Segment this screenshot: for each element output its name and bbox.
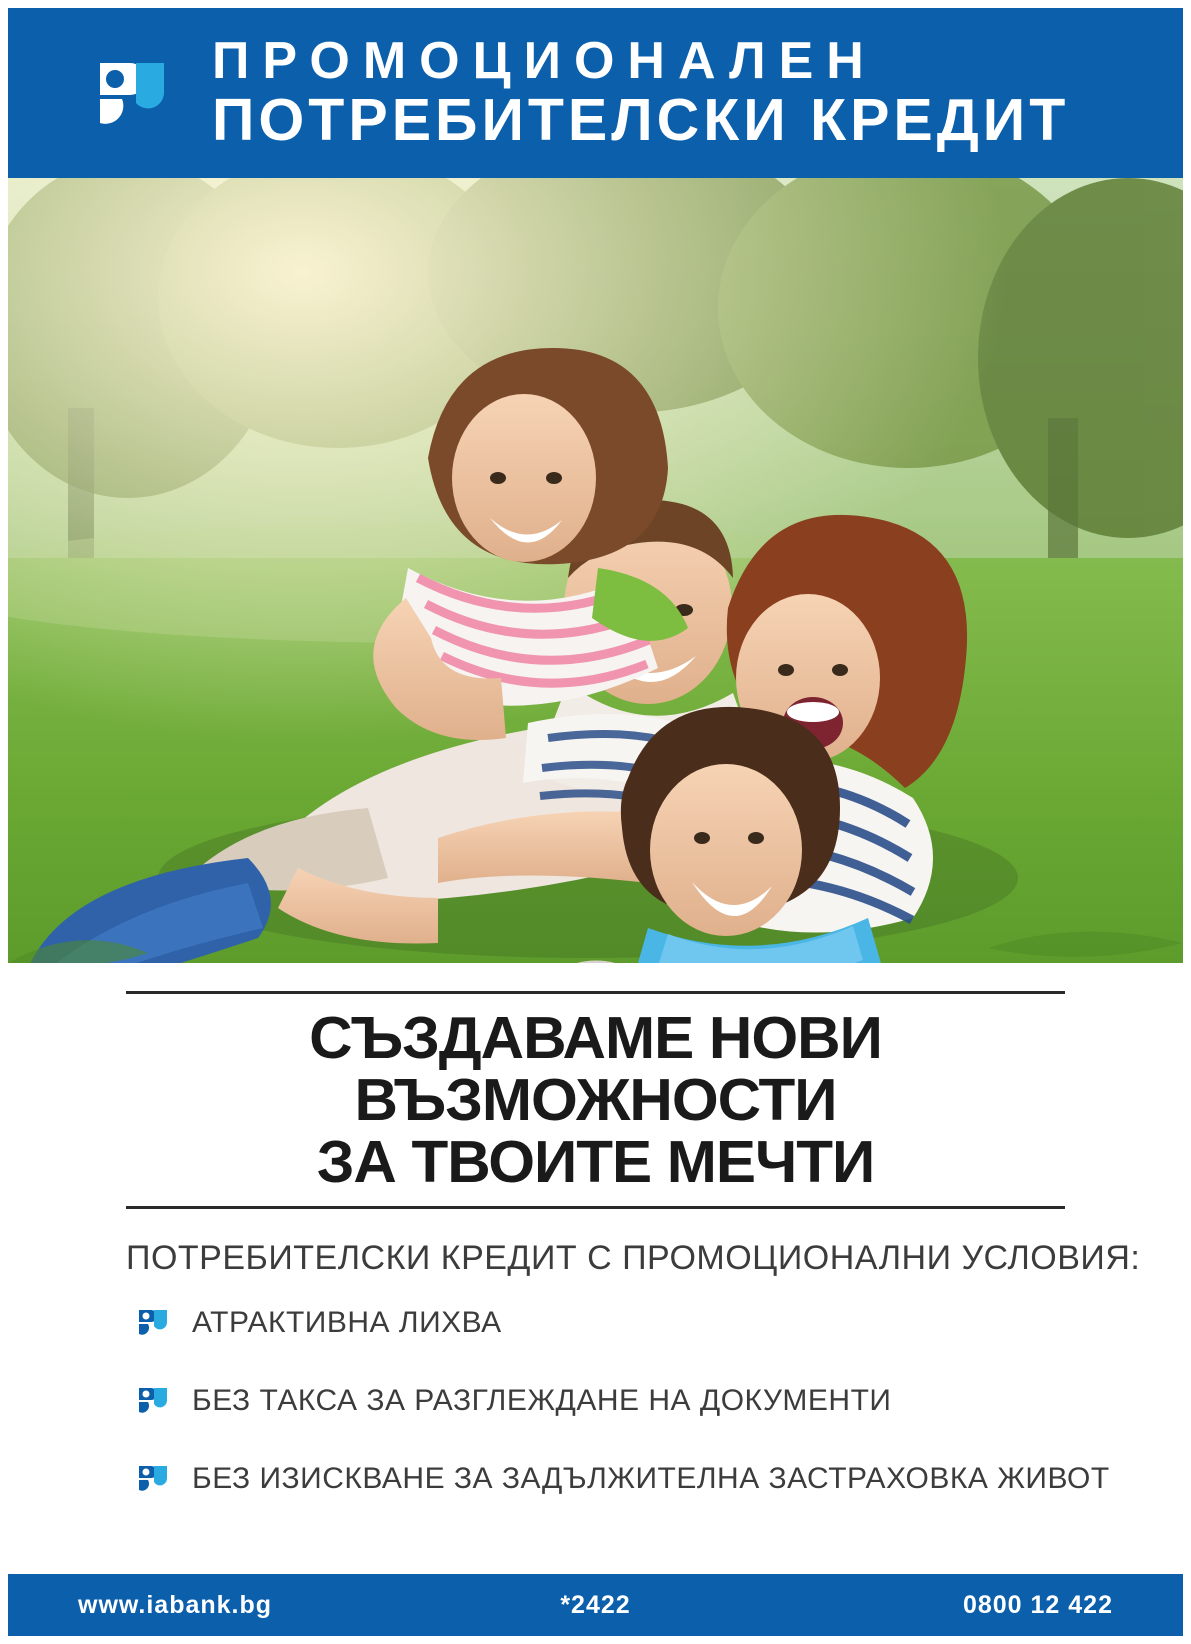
header-title-line1: ПРОМОЦИОНАЛЕН — [212, 32, 877, 91]
short-number[interactable]: *2422 — [560, 1590, 631, 1619]
website-link[interactable]: www.iabank.bg — [78, 1590, 273, 1619]
benefit-label: АТРАКТИВНА ЛИХВА — [192, 1305, 502, 1339]
bank-logo-icon — [88, 49, 176, 137]
bullet-logo-icon — [136, 1462, 170, 1496]
headline-line1: СЪЗДАВАМЕ НОВИ ВЪЗМОЖНОСТИ — [309, 1005, 882, 1133]
poster-header — [8, 8, 1183, 178]
list-item — [136, 1461, 1110, 1496]
bullet-logo-icon — [136, 1306, 170, 1340]
benefit-label: БЕЗ ТАКСА ЗА РАЗГЛЕЖДАНЕ НА ДОКУМЕНТИ — [192, 1383, 892, 1417]
benefits-list — [126, 1296, 1110, 1496]
header-title-block — [212, 33, 1069, 153]
poster-footer — [8, 1574, 1183, 1636]
bullet-logo-icon — [136, 1384, 170, 1418]
poster-body — [8, 963, 1183, 1496]
page-title — [117, 994, 1075, 1206]
phone-number[interactable]: 0800 12 422 — [962, 1590, 1113, 1619]
headline-line2: ЗА ТВОИТЕ МЕЧТИ — [316, 1128, 875, 1195]
benefit-label: БЕЗ ИЗИСКВАНЕ ЗА ЗАДЪЛЖИТЕЛНА ЗАСТРАХОВКА ЖИВОТ — [192, 1461, 1110, 1495]
header-title-line2: ПОТРЕБИТЕЛСКИ КРЕДИТ — [212, 87, 1070, 154]
subheadline: ПОТРЕБИТЕЛСКИ КРЕДИТ С ПРОМОЦИОНАЛНИ УСЛОВИЯ: — [126, 1238, 1141, 1277]
hero-photo — [8, 178, 1183, 963]
list-item — [136, 1306, 1065, 1340]
list-item — [136, 1384, 1065, 1418]
